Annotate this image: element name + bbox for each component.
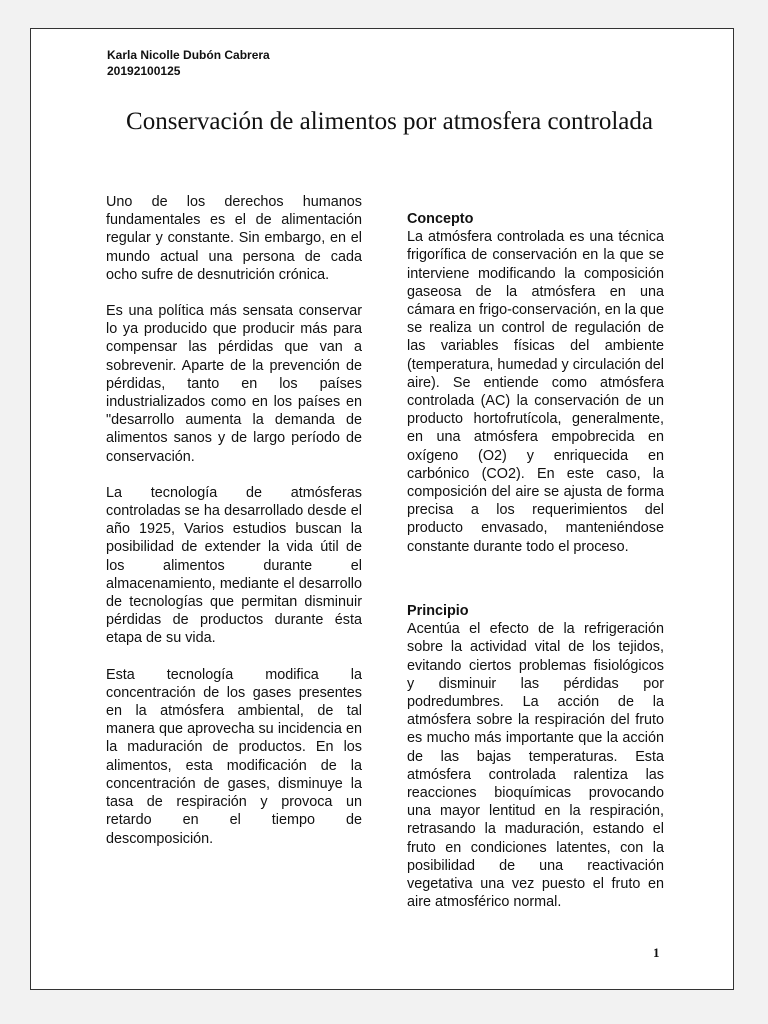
author-id: 20192100125	[107, 64, 181, 78]
document-page	[30, 28, 734, 990]
left-column	[106, 193, 362, 866]
author-block	[107, 47, 270, 79]
section-heading-concepto: Concepto	[407, 211, 474, 227]
page-number: 1	[653, 945, 660, 960]
author-name: Karla Nicolle Dubón Cabrera	[107, 48, 270, 62]
paragraph: Esta tecnología modifica la concentración de los gases presentes en la atmósfera ambiental, de tal manera que aprovecha su incidencia en la maduración de productos. En los alimentos, esta modificación de la concentración de gases, disminuye la tasa de respiración y provoca un retardo en el tiempo de descomposición.	[106, 666, 362, 847]
paragraph: La tecnología de atmósferas controladas se ha desarrollado desde el año 1925, Varios estudios buscan la posibilidad de extender la vida útil de los alimentos durante el almacenamiento, mediante el desarrollo de tecnologías que permitan disminuir pérdidas de productos durante ésta etapa de su vida.	[106, 484, 362, 647]
paragraph: Es una política más sensata conservar lo ya producido que producir más para compensar las pérdidas que van a sobrevenir. Aparte de la prevención de pérdidas, tanto en los países industrializados como en los países en "desarrollo aumenta la demanda de alimentos sanos y de largo período de conservación.	[106, 303, 362, 465]
section-heading-principio: Principio	[407, 603, 469, 619]
paragraph: Uno de los derechos humanos fundamentales es el de alimentación regular y constante. Sin embargo, en el mundo actual una persona de cada ocho sufre de desnutrición crónica.	[106, 194, 362, 283]
document-title: Conservación de alimentos por atmosfera controlada	[126, 108, 653, 135]
right-column-concepto	[407, 210, 664, 556]
principio-paragraph: Acentúa el efecto de la refrigeración sobre la actividad vital de los tejidos, evitando ciertos problemas fisiológicos y disminuir las pérdidas por podredumbres. La acción de la atmósfera sobre la respiración del fruto es mucho más importante que la acción de las bajas temperaturas. Esta atmósfera controlada ralentiza las reacciones bioquímicas provocando una mayor lentitud en la respiración, retrasando la maduración, estando el fruto en condiciones latentes, con la posibilidad de una reactivación vegetativa una vez puesto el fruto en aire atmosférico normal.	[407, 621, 664, 911]
right-column-principio	[407, 602, 664, 911]
concepto-paragraph: La atmósfera controlada es una técnica frigorífica de conservación en la que se interviene modificando la composición gaseosa de la atmósfera en una cámara en frigo-conservación, en la que se realiza un control de regulación de las variables físicas del ambiente (temperatura, humedad y circulación del aire). Se entiende como atmósfera controlada (AC) la conservación de un producto hortofrutícola, generalmente, en una atmósfera empobrecida en oxígeno (O2) y enriquecida en carbónico (CO2). En este caso, la composición del aire se ajusta de forma precisa a los requerimientos del producto envasado, manteniéndose constante durante todo el proceso.	[407, 229, 664, 555]
